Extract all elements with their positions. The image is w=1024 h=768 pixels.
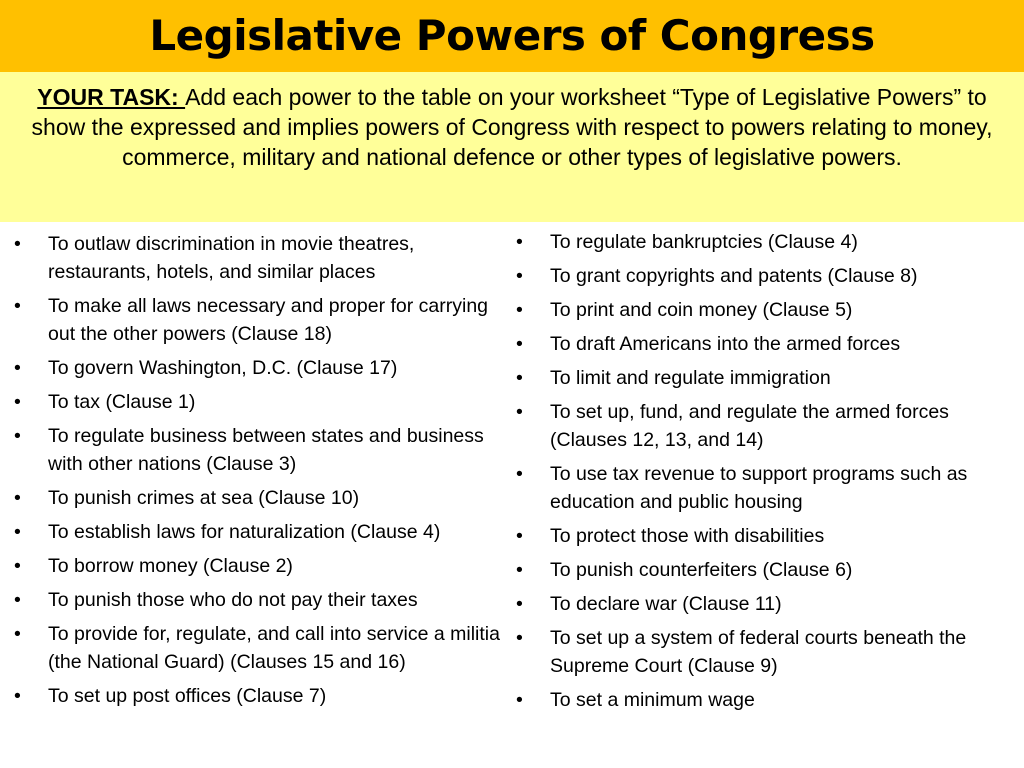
bullet-icon: • xyxy=(516,231,523,253)
bullet-icon: • xyxy=(14,685,21,707)
list-item xyxy=(512,590,1012,618)
list-item-text: To provide for, regulate, and call into service a militia (the National Guard) (Clauses 15 and 16) xyxy=(48,623,500,673)
list-item xyxy=(512,624,1012,680)
list-item-text: To make all laws necessary and proper for carrying out the other powers (Clause 18) xyxy=(48,295,489,345)
list-item xyxy=(10,354,500,382)
bullet-icon: • xyxy=(14,425,21,447)
list-item-text: To regulate bankruptcies (Clause 4) xyxy=(550,231,858,253)
list-item-text: To limit and regulate immigration xyxy=(550,367,831,389)
list-item xyxy=(10,620,500,676)
list-item xyxy=(10,682,500,710)
bullet-icon: • xyxy=(516,593,523,615)
bullet-icon: • xyxy=(14,233,21,255)
list-item-text: To set up post offices (Clause 7) xyxy=(48,685,327,707)
list-item-text: To borrow money (Clause 2) xyxy=(48,555,293,577)
list-item-text: To declare war (Clause 11) xyxy=(550,593,782,615)
bullet-icon: • xyxy=(14,521,21,543)
bullet-icon: • xyxy=(14,295,21,317)
list-item-text: To set up a system of federal courts beneath the Supreme Court (Clause 9) xyxy=(550,627,967,677)
bullet-icon: • xyxy=(516,299,523,321)
bullet-icon: • xyxy=(14,589,21,611)
list-item-text: To protect those with disabilities xyxy=(550,525,825,547)
list-item-text: To establish laws for naturalization (Clause 4) xyxy=(48,521,441,543)
list-item xyxy=(512,228,1012,256)
bullet-icon: • xyxy=(516,627,523,649)
list-item xyxy=(10,422,500,478)
list-item-text: To set up, fund, and regulate the armed forces (Clauses 12, 13, and 14) xyxy=(550,401,949,451)
list-item xyxy=(10,484,500,512)
list-item-text: To tax (Clause 1) xyxy=(48,391,196,413)
task-text: Add each power to the table on your worksheet “Type of Legislative Powers” to show the expressed and implies powers of Congress with respect to powers relating to money, commerce, military and national defence or other types of legislative powers. xyxy=(31,84,993,170)
list-item-text: To use tax revenue to support programs such as education and public housing xyxy=(550,463,968,513)
list-item xyxy=(10,586,500,614)
list-item xyxy=(512,460,1012,516)
list-item xyxy=(512,398,1012,454)
bullet-icon: • xyxy=(516,265,523,287)
list-item xyxy=(512,522,1012,550)
right-power-list xyxy=(512,228,1012,720)
bullet-icon: • xyxy=(516,689,523,711)
list-item-text: To govern Washington, D.C. (Clause 17) xyxy=(48,357,398,379)
list-item xyxy=(512,556,1012,584)
left-power-list xyxy=(10,230,500,716)
list-item xyxy=(512,330,1012,358)
bullet-icon: • xyxy=(516,401,523,423)
bullet-icon: • xyxy=(516,559,523,581)
list-item-text: To outlaw discrimination in movie theatres, restaurants, hotels, and similar places xyxy=(48,233,415,283)
bullet-icon: • xyxy=(14,391,21,413)
list-item xyxy=(10,518,500,546)
bullet-icon: • xyxy=(516,463,523,485)
list-item xyxy=(512,686,1012,714)
list-item-text: To draft Americans into the armed forces xyxy=(550,333,901,355)
list-item xyxy=(10,292,500,348)
list-item-text: To grant copyrights and patents (Clause 8) xyxy=(550,265,918,287)
bullet-icon: • xyxy=(516,525,523,547)
bullet-icon: • xyxy=(14,357,21,379)
bullet-icon: • xyxy=(14,555,21,577)
bullet-icon: • xyxy=(14,623,21,645)
page-title: Legislative Powers of Congress xyxy=(149,11,875,60)
title-bar xyxy=(0,0,1024,72)
list-item xyxy=(10,552,500,580)
task-box xyxy=(0,72,1024,222)
list-item-text: To set a minimum wage xyxy=(550,689,755,711)
list-item-text: To punish those who do not pay their taxes xyxy=(48,589,418,611)
bullet-icon: • xyxy=(14,487,21,509)
list-item-text: To print and coin money (Clause 5) xyxy=(550,299,853,321)
list-item xyxy=(512,364,1012,392)
task-label: YOUR TASK: xyxy=(37,84,186,110)
bullet-icon: • xyxy=(516,367,523,389)
bullet-icon: • xyxy=(516,333,523,355)
list-item-text: To punish counterfeiters (Clause 6) xyxy=(550,559,853,581)
list-item-text: To punish crimes at sea (Clause 10) xyxy=(48,487,360,509)
list-item xyxy=(10,388,500,416)
list-item xyxy=(512,262,1012,290)
list-item xyxy=(512,296,1012,324)
list-item xyxy=(10,230,500,286)
list-item-text: To regulate business between states and business with other nations (Clause 3) xyxy=(48,425,484,475)
